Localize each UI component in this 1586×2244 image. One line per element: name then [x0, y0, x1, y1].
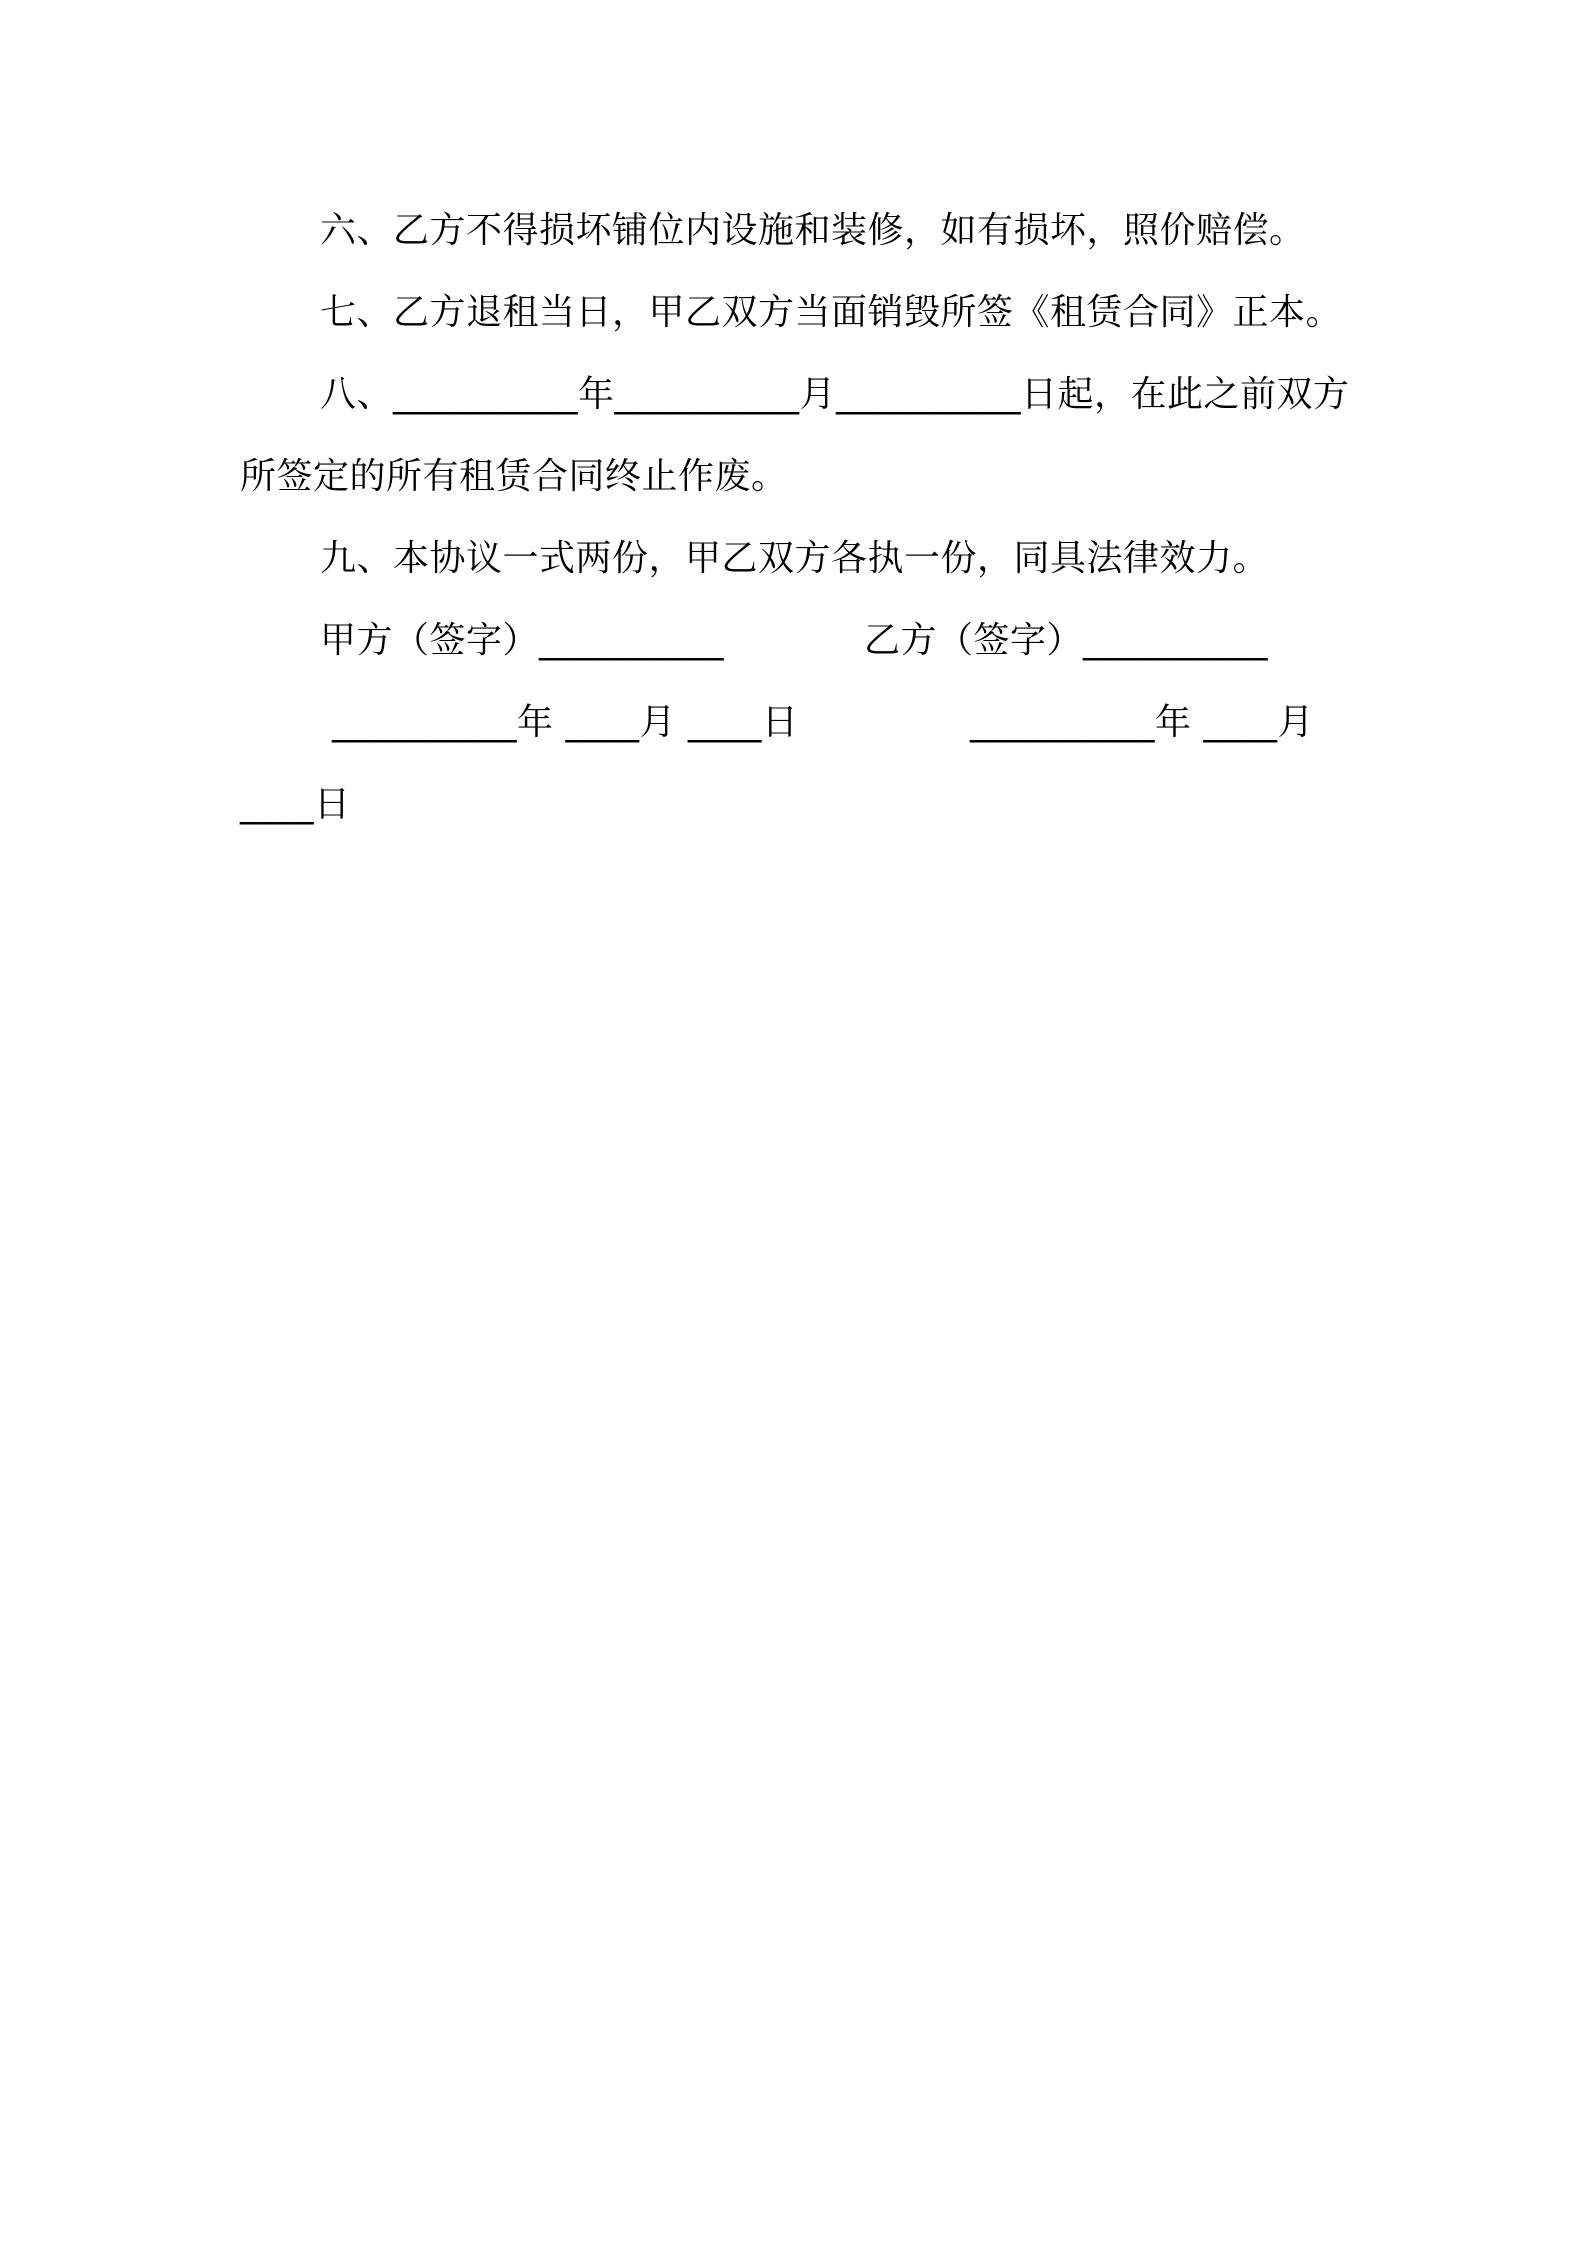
clause-eight: 八、__________年__________月__________日起，在此之前双方所签定的所有租赁合同终止作废。	[240, 374, 1350, 497]
party-b-date: __________年 ____月	[970, 702, 1314, 743]
clause-six: 六、乙方不得损坏铺位内设施和装修，如有损坏，照价赔偿。	[320, 210, 1306, 251]
clause-nine: 九、本协议一式两份，甲乙双方各执一份，同具法律效力。	[320, 538, 1270, 579]
signature-row	[240, 600, 1350, 682]
document-body	[240, 190, 1350, 846]
clause-seven: 七、乙方退租当日，甲乙双方当面销毁所签《租赁合同》正本。	[320, 292, 1343, 333]
party-b-signature: 乙方（签字）__________	[864, 620, 1269, 661]
party-a-signature: 甲方（签字）__________	[320, 620, 725, 661]
date-row	[240, 682, 1350, 764]
party-b-date-day: ____日	[240, 784, 351, 825]
party-a-date: __________年 ____月 ____日	[332, 702, 799, 743]
